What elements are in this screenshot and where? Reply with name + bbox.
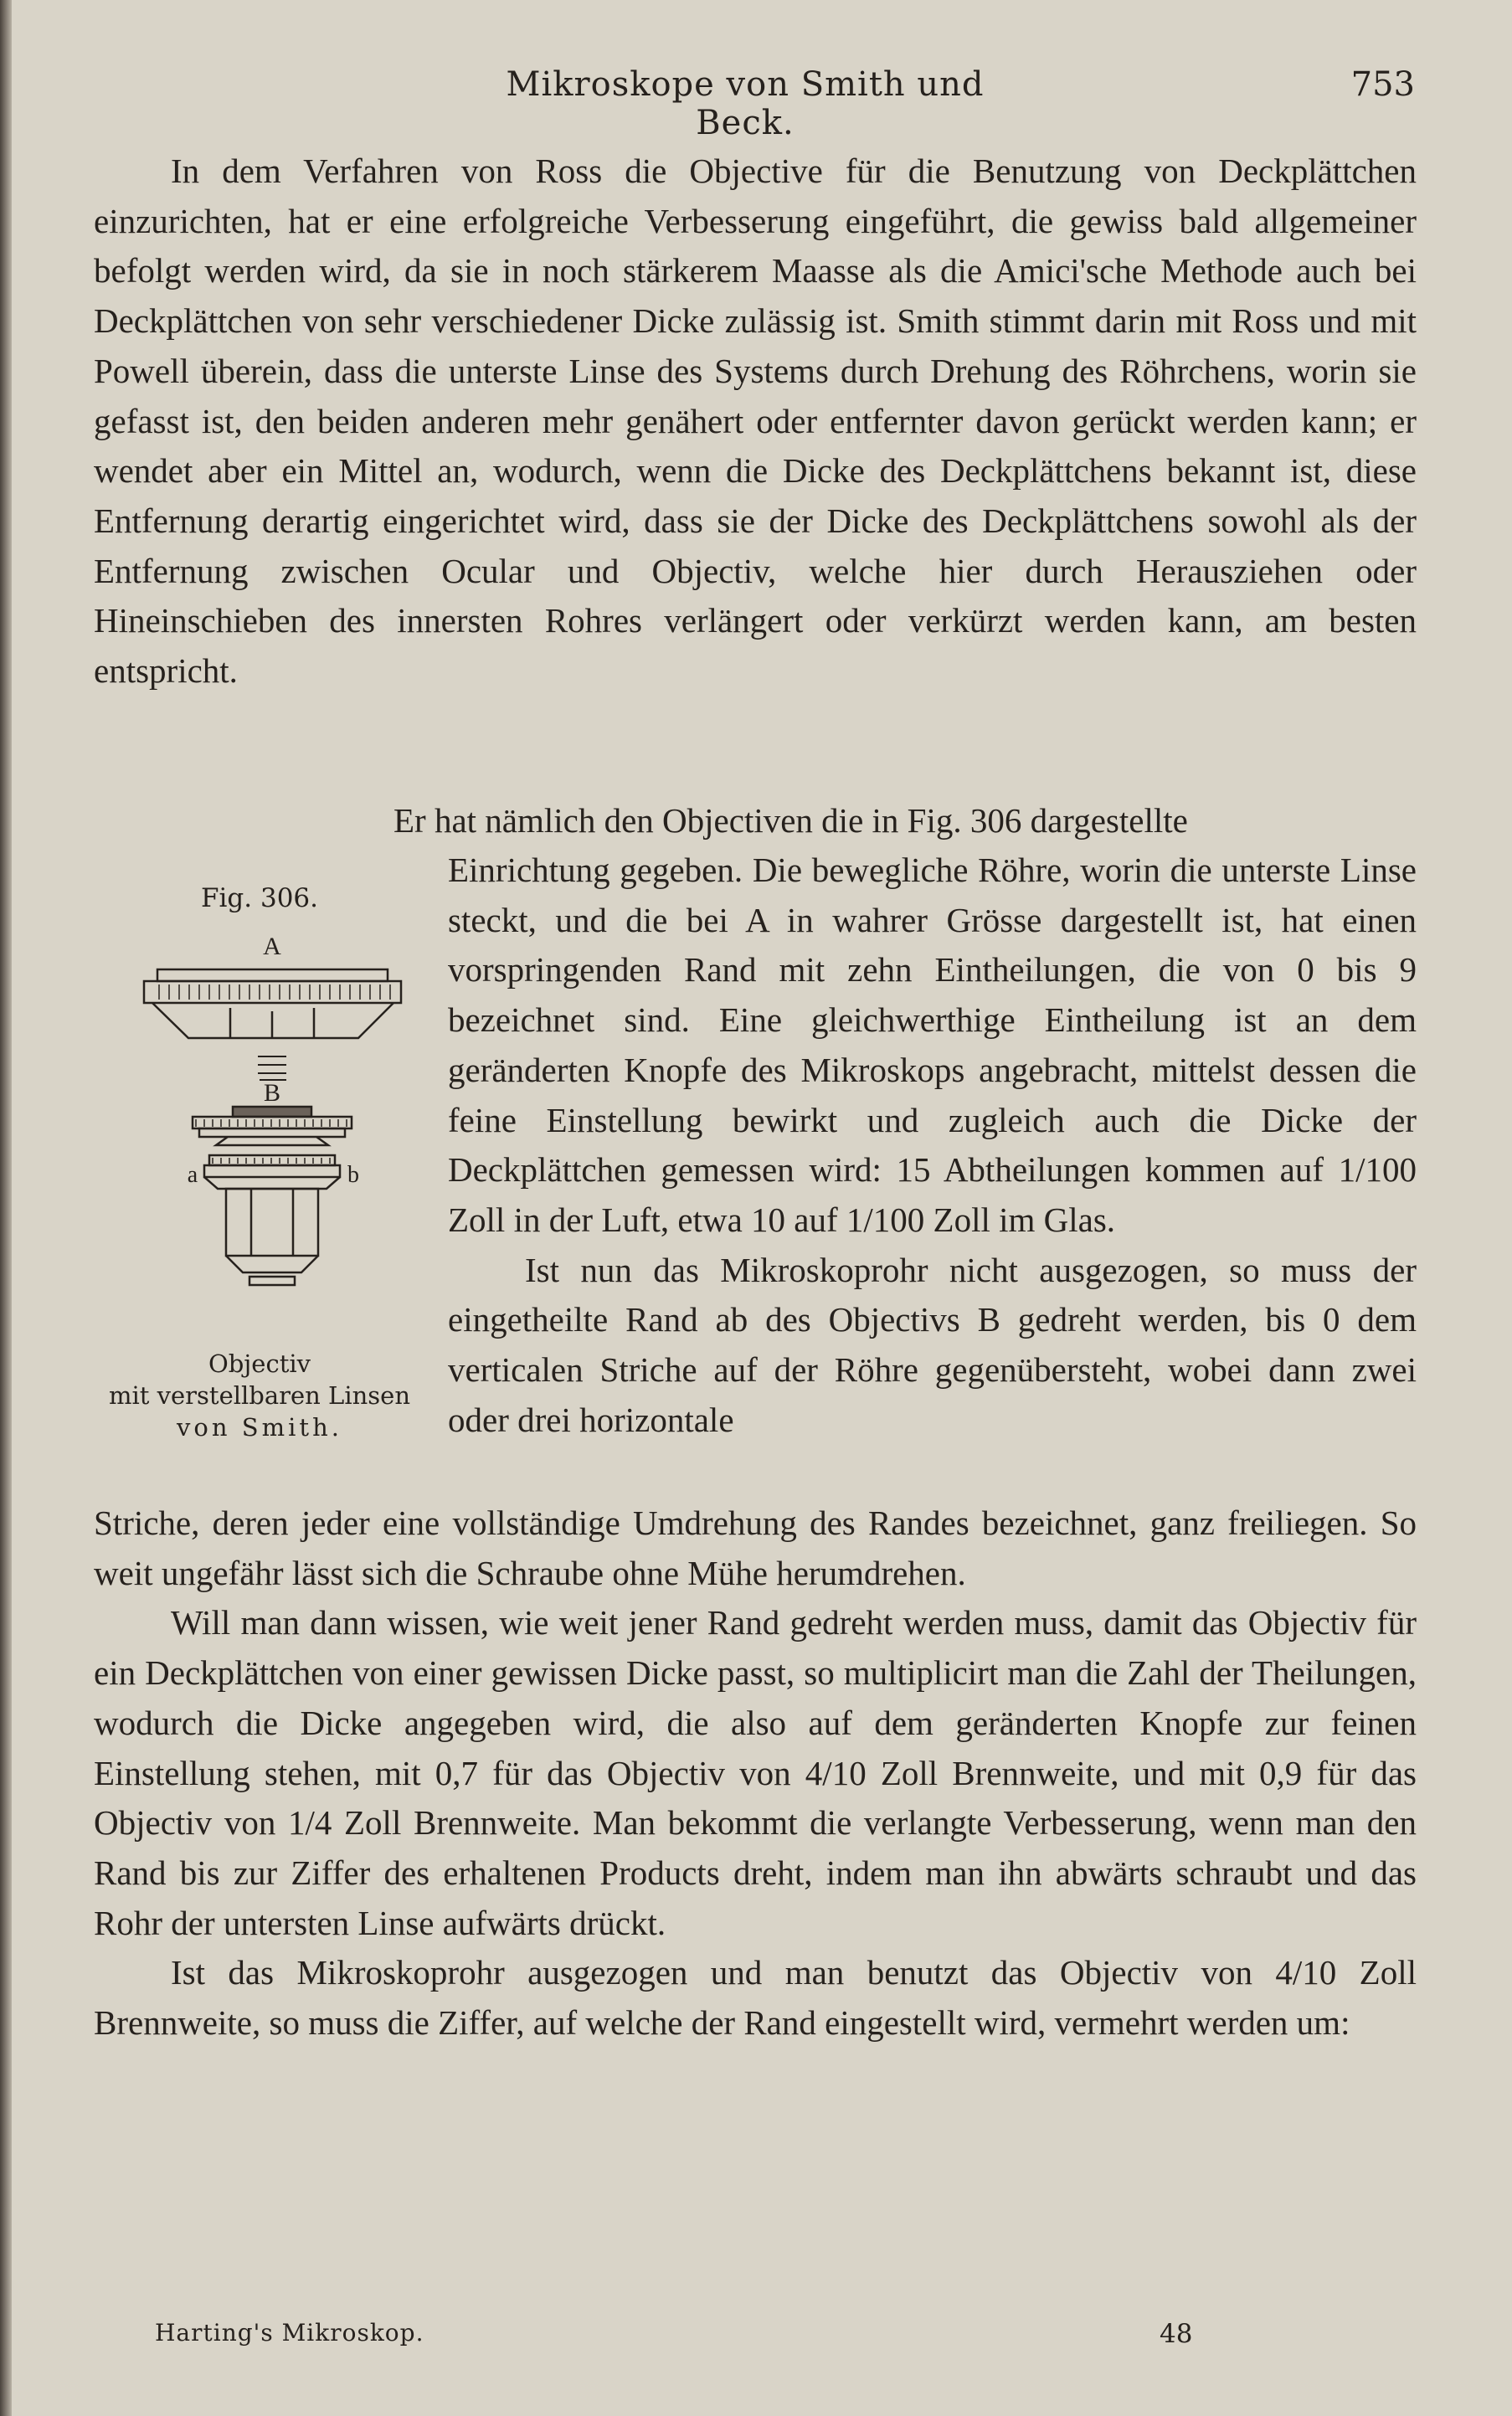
page-edge — [0, 0, 12, 2416]
running-title: Mikroskope von Smith und Beck. — [506, 65, 985, 142]
figure-caption — [92, 1348, 427, 1443]
caption-line-1: Objectiv — [208, 1349, 311, 1378]
part-b-body — [193, 1107, 352, 1285]
footer-signature: Harting's Mikroskop. — [155, 2319, 424, 2347]
paragraph-1: In dem Verfahren von Ross die Objective für die Benutzung von Deckplättchen einzurichten, hat er eine erfolgreiche Verbesserung eingeführt, die gewiss bald allgemeiner befolgt werden wird, da sie in noch stärkerem Maasse als die Amici'sche Methode auch bei Deckplättchen von sehr verschiedener Dicke zulässig ist. Smith stimmt darin mit Ross und mit Powell überein, dass die unterste Linse des Systems durch Drehung des Röhrchens, worin sie gefasst ist, den beiden anderen mehr genähert oder entfernter davon gerückt werden kann; er wendet aber ein Mittel an, wodurch, wenn die Dicke des Deckplättchens bekannt ist, diese Entfernung derartig eingerichtet wird, dass sie der Dicke des Deckplättchens sowohl als der Entfernung zwischen Ocular und Objectiv, welche hier durch Herausziehen oder Hineinschieben des innersten Rohres verlängert oder verkürzt werden kann, am besten entspricht. — [94, 152, 1417, 691]
page-number: 753 — [1350, 65, 1415, 104]
side-column — [448, 846, 1417, 1445]
paragraph-2-side: Ist nun das Mikroskoprohr nicht ausgezogen, so muss der eingetheilte Rand ab des Objectivs B gedreht werden, bis 0 dem verticalen Striche auf der Röhre gegenübersteht, wobei dann zwei oder drei horizontale — [448, 1250, 1417, 1439]
figure-label: Fig. 306. — [201, 883, 318, 913]
lower-text-block — [94, 1498, 1417, 2048]
caption-line-2: mit verstellbaren Linsen — [108, 1381, 410, 1410]
paragraph-1-side: Einrichtung gegeben. Die bewegliche Röhre, worin die unterste Linse steckt, und die bei A in wahrer Grösse dargestellt ist, hat einen vorspringenden Rand mit zehn Eintheilungen, die von 0 bis 9 bezeichnet sind. Eine gleichwerthige Eintheilung ist an dem geränderten Knopfe des Mikroskops angebracht, mittelst dessen die feine Einstellung bewirkt und zugleich auch die Dicke der Deckplättchen gemessen wird: 15 Abtheilungen kommen auf 1/100 Zoll in der Luft, etwa 10 auf 1/100 Zoll im Glas. — [448, 851, 1417, 1239]
side-b-label: b — [347, 1162, 359, 1188]
caption-line-3: von Smith. — [177, 1413, 342, 1442]
paragraph-1-continuation — [393, 796, 1417, 846]
part-a-ticks — [159, 984, 390, 1000]
part-a-label: A — [263, 933, 281, 960]
objective-diagram — [92, 921, 427, 1339]
part-a-ring — [144, 969, 401, 1038]
part-b-label: B — [263, 1079, 281, 1107]
paragraph-1-tail: Er hat nämlich den Objectiven die in Fig. 306 dargestellte — [393, 801, 1188, 840]
paragraph-2-continuation: Striche, deren jeder eine vollständige Umdrehung des Randes bezeichnet, ganz freiliegen. So weit ungefähr lässt sich die Schraube ohne Mühe herumdrehen. — [94, 1504, 1417, 1592]
signature-number: 48 — [1160, 2319, 1193, 2349]
separator-marks — [258, 1056, 286, 1073]
main-text-block — [94, 147, 1417, 697]
paragraph-4: Ist das Mikroskoprohr ausgezogen und man benutzt das Objectiv von 4/10 Zoll Brennweite, so muss die Ziffer, auf welche der Rand eingestellt wird, vermehrt werden um: — [94, 1953, 1417, 2043]
paragraph-3: Will man dann wissen, wie weit jener Rand gedreht werden muss, damit das Objectiv für ein Deckplättchen von einer gewissen Dicke passt, so multiplicirt man die Zahl der Theilungen, wodurch die Dicke angegeben wird, die also auf dem geränderten Knopfe zur feinen Einstellung stehen, mit 0,7 für das Objectiv von 4/10 Zoll Brennweite, und mit 0,9 für das Objectiv von 1/4 Zoll Brennweite. Man bekommt die verlangte Verbesserung, wenn man den Rand bis zur Ziffer des erhaltenen Products dreht, indem man ihn abwärts schraubt und das Rohr der untersten Linse aufwärts drückt. — [94, 1603, 1417, 1942]
figure-306 — [92, 883, 427, 1461]
side-a-label: a — [187, 1162, 198, 1188]
